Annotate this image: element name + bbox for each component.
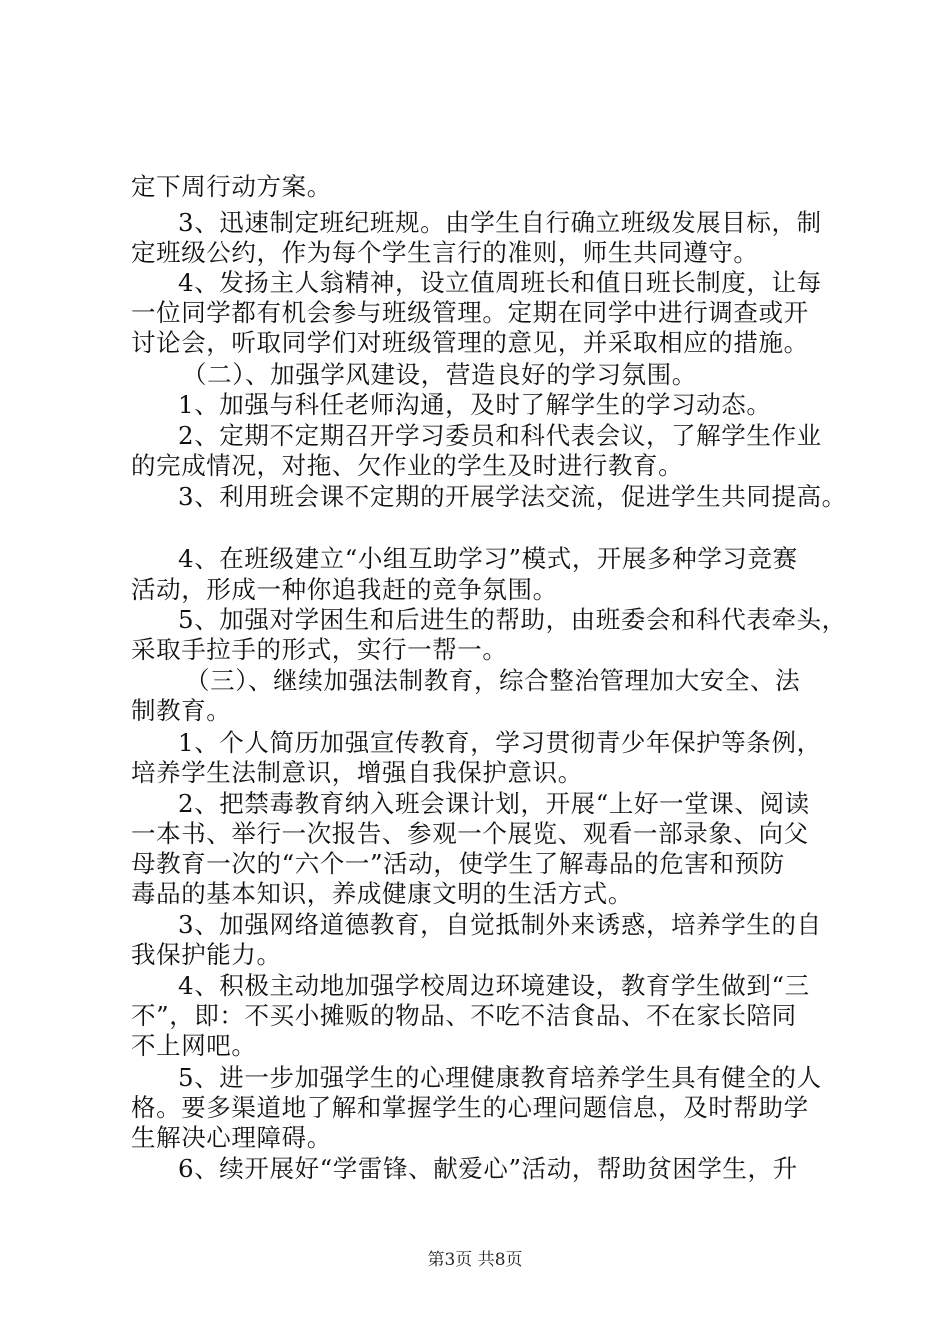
section-heading: （二）、加强学风建设，营造良好的学习氛围。 [182, 360, 697, 389]
text-line: 3、迅速制定班纪班规。由学生自行确立班级发展目标，制 [178, 208, 822, 237]
text-line: 培养学生法制意识，增强自我保护意识。 [131, 758, 583, 787]
text-line: 制教育。 [131, 696, 232, 725]
text-line: 毒品的基本知识，养成健康文明的生活方式。 [131, 879, 633, 908]
text-line: 活动，形成一种你追我赶的竞争氛围。 [131, 575, 558, 604]
page-number-footer: 第3页 共8页 [427, 1250, 523, 1270]
text-line: 4、在班级建立“小组互助学习”模式，开展多种学习竞赛 [178, 544, 798, 573]
section-heading: （三）、继续加强法制教育，综合整治管理加大安全、法 [185, 666, 801, 695]
text-line: 一位同学都有机会参与班级管理。定期在同学中进行调查或开 [131, 298, 809, 327]
text-line: 格。要多渠道地了解和掌握学生的心理问题信息，及时帮助学 [131, 1093, 809, 1122]
text-line: 4、发扬主人翁精神，设立值周班长和值日班长制度，让每 [178, 268, 822, 297]
text-line: 5、进一步加强学生的心理健康教育培养学生具有健全的人 [178, 1063, 822, 1092]
text-line: 的完成情况，对拖、欠作业的学生及时进行教育。 [131, 451, 684, 480]
text-line: 2、把禁毒教育纳入班会课计划，开展“上好一堂课、阅读 [178, 789, 810, 818]
text-line: 6、续开展好“学雷锋、献爱心”活动，帮助贫困学生，升 [178, 1154, 798, 1183]
text-line: 3、利用班会课不定期的开展学法交流，促进学生共同提高。 [178, 482, 847, 511]
text-line: 定下周行动方案。 [131, 172, 332, 201]
text-line: 1、加强与科任老师沟通，及时了解学生的学习动态。 [178, 390, 772, 419]
text-line: 生解决心理障碍。 [131, 1123, 332, 1152]
text-line: 一本书、举行一次报告、参观一个展览、观看一部录象、向父 [131, 819, 809, 848]
text-line: 4、积极主动地加强学校周边环境建设，教育学生做到“三 [178, 971, 810, 1000]
text-line: 2、定期不定期召开学习委员和科代表会议，了解学生作业 [178, 421, 822, 450]
text-line: 5、加强对学困生和后进生的帮助，由班委会和科代表牵头， [178, 605, 847, 634]
text-line: 采取手拉手的形式，实行一帮一。 [131, 635, 508, 664]
text-line: 讨论会，听取同学们对班级管理的意见，并采取相应的措施。 [131, 328, 809, 357]
text-line: 不上网吧。 [131, 1031, 257, 1060]
text-line: 母教育一次的“六个一”活动，使学生了解毒品的危害和预防 [131, 849, 785, 878]
text-line: 我保护能力。 [131, 940, 282, 969]
text-line: 3、加强网络道德教育，自觉抵制外来诱惑，培养学生的自 [178, 910, 822, 939]
text-line: 定班级公约，作为每个学生言行的准则，师生共同遵守。 [131, 238, 759, 267]
text-line: 1、个人简历加强宣传教育，学习贯彻青少年保护等条例， [178, 728, 822, 757]
text-line: 不”，即：不买小摊贩的物品、不吃不洁食品、不在家长陪同 [131, 1001, 797, 1030]
